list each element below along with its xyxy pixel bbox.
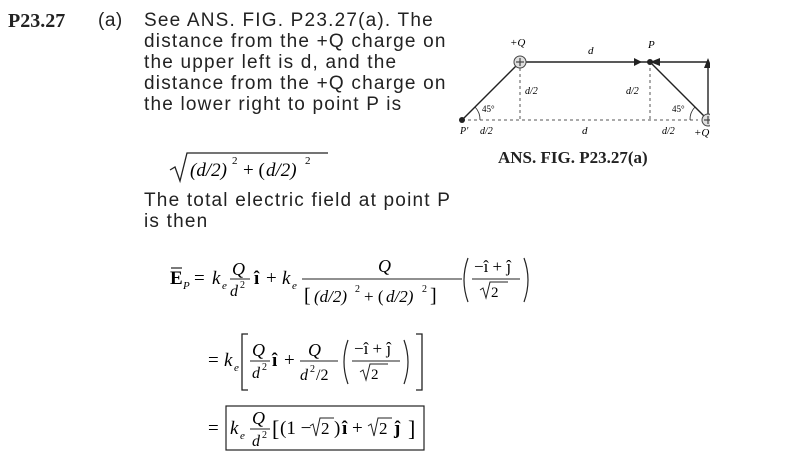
label-top-d: d bbox=[588, 45, 594, 57]
paragraph-line: The total electric field at point P bbox=[144, 190, 452, 211]
charge-figure bbox=[450, 30, 710, 140]
svg-text:k: k bbox=[212, 268, 221, 289]
label-left-half: d/2 bbox=[480, 126, 493, 137]
svg-text:2: 2 bbox=[371, 367, 379, 383]
svg-text:−î + ĵ: −î + ĵ bbox=[354, 339, 392, 358]
paragraph-line: See ANS. FIG. P23.27(a). The bbox=[144, 10, 434, 31]
svg-text:Q: Q bbox=[308, 340, 321, 360]
svg-text:2: 2 bbox=[491, 285, 499, 301]
problem-paragraph-2 bbox=[144, 190, 451, 232]
svg-text:+: + bbox=[266, 268, 277, 289]
label-angle-left: 45° bbox=[482, 104, 495, 114]
paragraph-line: distance from the +Q charge on bbox=[144, 73, 447, 94]
svg-text:2: 2 bbox=[321, 419, 330, 438]
part-label: (a) bbox=[98, 10, 123, 31]
svg-text:2: 2 bbox=[310, 364, 315, 375]
distance-equation bbox=[168, 150, 338, 186]
svg-text:î: î bbox=[272, 350, 278, 371]
svg-text:Q: Q bbox=[378, 256, 391, 276]
svg-text:=: = bbox=[208, 350, 219, 371]
paragraph-line: the lower right to point P is bbox=[144, 94, 403, 115]
point-p-dot bbox=[647, 59, 653, 65]
svg-text:Q: Q bbox=[252, 340, 265, 360]
equation-line-1 bbox=[170, 256, 528, 307]
svg-text:2: 2 bbox=[262, 430, 267, 441]
charge-bottom-icon bbox=[702, 114, 710, 126]
svg-text:d/2): d/2) bbox=[386, 287, 414, 306]
equation-line-2 bbox=[208, 334, 422, 390]
svg-text:Q: Q bbox=[252, 408, 265, 428]
svg-text:E: E bbox=[170, 268, 183, 289]
svg-text:d: d bbox=[300, 367, 308, 384]
charge-top-icon bbox=[514, 56, 526, 68]
svg-text:k: k bbox=[282, 268, 291, 289]
svg-text:d/2): d/2) bbox=[266, 160, 297, 181]
svg-text:e: e bbox=[234, 362, 239, 374]
point-p-prime-dot bbox=[459, 117, 465, 123]
svg-text:2: 2 bbox=[232, 155, 238, 167]
svg-text:]: ] bbox=[408, 416, 416, 441]
label-top-charge: +Q bbox=[510, 37, 526, 49]
svg-text:(1 −: (1 − bbox=[280, 418, 312, 439]
svg-text:2: 2 bbox=[355, 284, 360, 295]
label-angle-right: 45° bbox=[672, 104, 685, 114]
svg-text:=: = bbox=[208, 418, 219, 439]
svg-text:]: ] bbox=[430, 285, 437, 307]
svg-text:/2: /2 bbox=[316, 367, 329, 384]
svg-text:): ) bbox=[334, 418, 341, 439]
svg-text:d: d bbox=[252, 365, 260, 382]
label-bottom-charge: +Q bbox=[694, 127, 710, 139]
svg-text:=: = bbox=[194, 268, 205, 289]
svg-text:e: e bbox=[222, 280, 227, 292]
svg-text:d: d bbox=[230, 283, 238, 300]
svg-text:d: d bbox=[252, 433, 260, 450]
svg-text:Q: Q bbox=[232, 259, 245, 279]
svg-text:2: 2 bbox=[262, 362, 267, 373]
label-vert-right: d/2 bbox=[626, 86, 639, 97]
svg-text:e: e bbox=[292, 280, 297, 292]
figure-caption: ANS. FIG. P23.27(a) bbox=[498, 148, 648, 167]
svg-text:P: P bbox=[183, 280, 190, 292]
svg-text:2: 2 bbox=[240, 280, 245, 291]
svg-text:(d/2): (d/2) bbox=[190, 160, 227, 181]
paragraph-line: the upper left is d, and the bbox=[144, 52, 398, 73]
svg-text:−î + ĵ: −î + ĵ bbox=[474, 257, 512, 276]
svg-text:ĵ: ĵ bbox=[394, 418, 401, 439]
label-p-prime: P' bbox=[460, 126, 469, 137]
svg-text:2: 2 bbox=[305, 155, 311, 167]
svg-text:+: + bbox=[284, 350, 295, 371]
problem-number: P23.27 bbox=[8, 10, 66, 32]
paragraph-line: distance from the +Q charge on bbox=[144, 31, 447, 52]
svg-text:+: + bbox=[352, 418, 363, 439]
svg-text:î: î bbox=[254, 268, 260, 289]
svg-text:+ (: + ( bbox=[243, 160, 265, 181]
svg-text:2: 2 bbox=[379, 419, 388, 438]
svg-text:[: [ bbox=[304, 285, 311, 307]
svg-text:2: 2 bbox=[422, 284, 427, 295]
equation-line-3 bbox=[208, 406, 424, 450]
field-equations bbox=[168, 250, 588, 460]
svg-text:(d/2): (d/2) bbox=[314, 287, 348, 306]
paragraph-line: is then bbox=[144, 211, 209, 232]
problem-paragraph bbox=[144, 10, 447, 115]
svg-text:e: e bbox=[240, 430, 245, 442]
svg-text:k: k bbox=[230, 418, 239, 439]
svg-text:î: î bbox=[342, 418, 348, 439]
svg-text:[: [ bbox=[272, 416, 280, 441]
svg-text:k: k bbox=[224, 350, 233, 371]
label-bottom-d: d bbox=[582, 125, 588, 137]
label-vert-left: d/2 bbox=[525, 86, 538, 97]
svg-text:+ (: + ( bbox=[364, 287, 384, 306]
label-point-p: P bbox=[648, 39, 655, 51]
label-right-half: d/2 bbox=[662, 126, 675, 137]
